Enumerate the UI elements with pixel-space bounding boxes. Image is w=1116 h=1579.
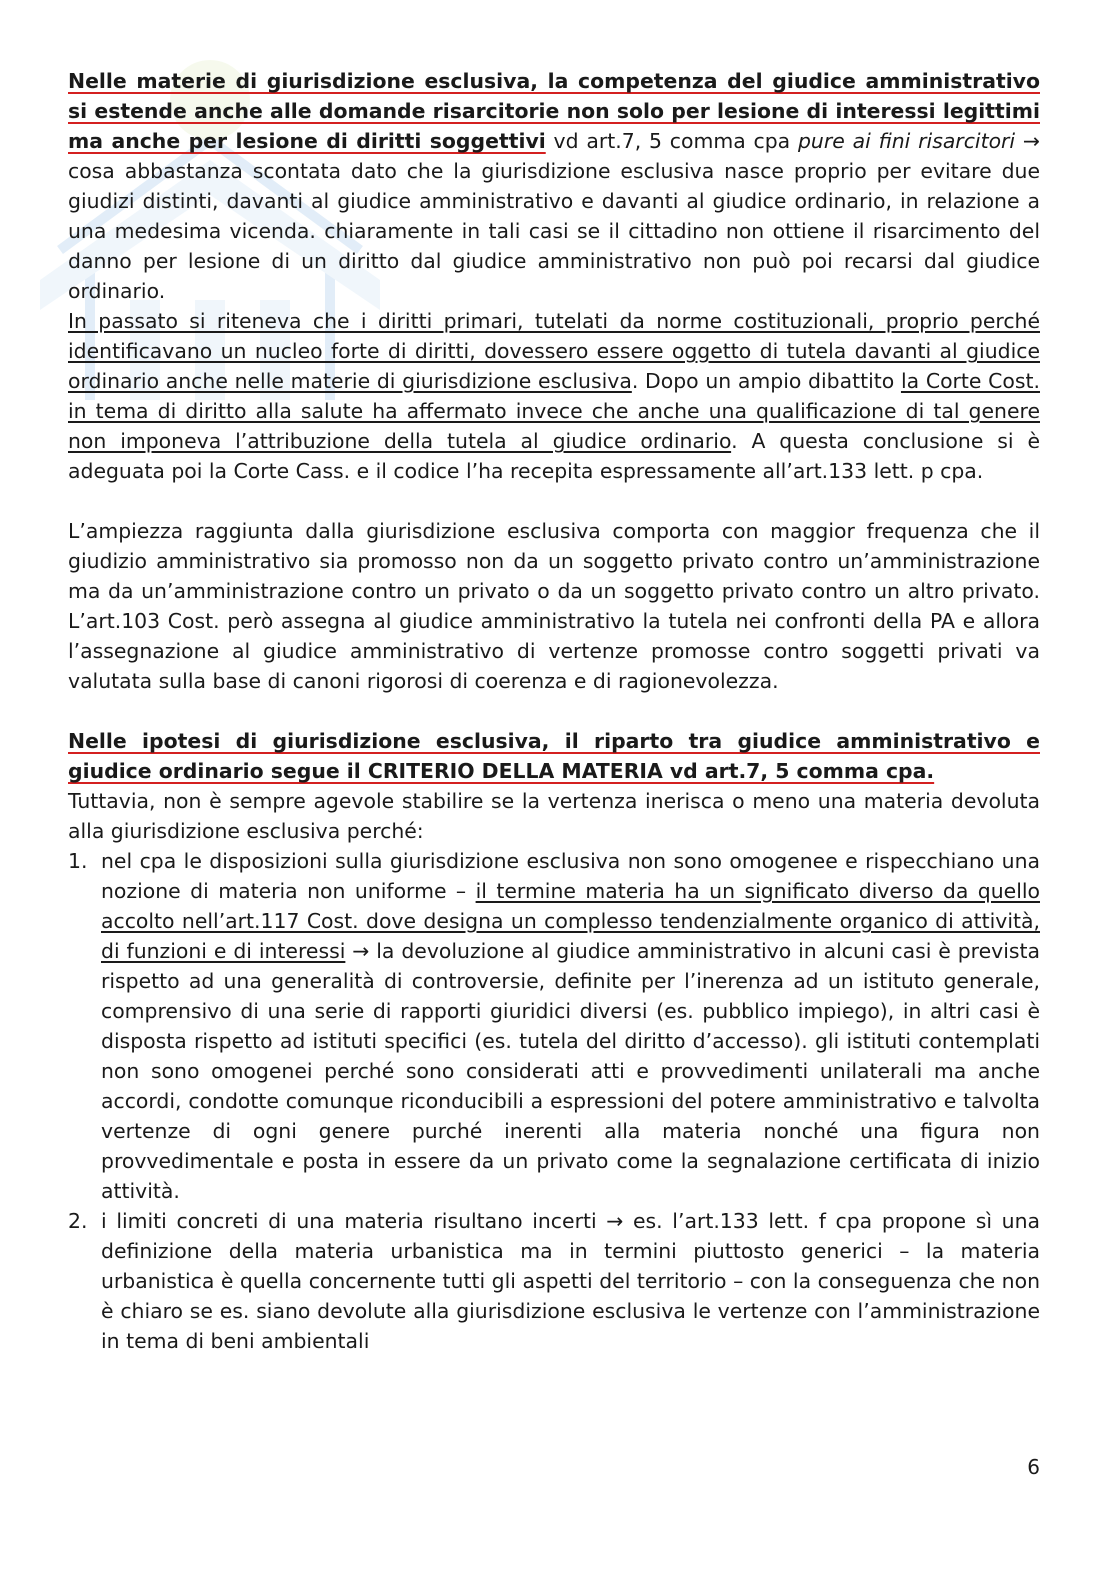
paragraph-2: In passato si riteneva che i diritti primari, tutelati da norme costituzionali, proprio perché identificavano un nucleo forte di diritti, dovessero essere oggetto di tutela davanti al giudice ordinario anche nelle materie di giurisdizione esclusiva. Dopo un ampio dibattito la Corte Cost. in tema di diritto alla salute ha affermato invece che anche una qualificazione di tal genere non imponeva l’attribuzione della tutela al giudice ordinario. A questa conclusione si è adeguata poi la Corte Cass. e il codice l’ha recepita espressamente all’art.133 lett. p cpa. [68, 309, 1040, 483]
italic-phrase: pure ai fini risarcitori [797, 129, 1016, 153]
paragraph-4-text: Tuttavia, non è sempre agevole stabilire se la vertenza inerisca o meno una materia devoluta alla giurisdizione esclusiva perché: [68, 789, 1040, 843]
underlined-materia: il termine materia ha un significato diverso da quello accolto nell’art.117 Cost. dove designa un complesso tendenzialmente organico di attività, di funzioni e di interessi [101, 879, 1040, 963]
spacer [68, 696, 1040, 726]
numbered-list [68, 846, 1040, 1356]
paragraph-3: L’ampiezza raggiunta dalla giurisdizione esclusiva comporta con maggior frequenza che il giudizio amministrativo sia promosso non da un soggetto privato contro un’amministrazione ma da un’amministrazione contro un privato o da un soggetto privato contro un altro privato. L’art.103 Cost. però assegna al giudice amministrativo la tutela nei confronti della PA e allora l’assegnazione al giudice amministrativo di vertenze promosse contro soggetti privati va valutata sulla base di canoni rigorosi di coerenza e di ragionevolezza. [68, 519, 1040, 693]
document-body [68, 66, 1040, 1356]
paragraph-1: Nelle materie di giurisdizione esclusiva, la competenza del giudice amministrativo si estende anche alle domande risarcitorie non solo per lesione di interessi legittimi ma anche per lesione di diritti soggettivi vd art.7, 5 comma cpa pure ai fini risarcitori → cosa abbastanza scontata dato che la giurisdizione esclusiva nasce proprio per evitare due giudizi distinti, davanti al giudice amministrativo e davanti al giudice ordinario, in relazione a una medesima vicenda. chiaramente in tali casi se il cittadino non ottiene il risarcimento del danno per lesione di un diritto dal giudice amministrativo non può poi recarsi dal giudice ordinario. [68, 69, 1040, 303]
spacer [68, 486, 1040, 516]
list-item: 2. i limiti concreti di una materia risultano incerti → es. l’art.133 lett. f cpa propone sì una definizione della materia urbanistica ma in termini piuttosto generici – la materia urbanistica è quella concernente tutti gli aspetti del territorio – con la conseguenza che non è chiaro se es. siano devolute alla giurisdizione esclusiva le vertenze con l’amministrazione in tema di beni ambientali [68, 1206, 1040, 1356]
arrow-icon: → [596, 1209, 633, 1233]
arrow-icon: → [1015, 129, 1040, 153]
arrow-icon: → [345, 939, 377, 963]
heading-risarcitorie: Nelle materie di giurisdizione esclusiva, la competenza del giudice amministrativo si estende anche alle domande risarcitorie non solo per lesione di interessi legittimi ma anche per lesione di diritti soggettivi [68, 69, 1040, 153]
list-number: 2. [68, 1209, 88, 1233]
list-item: 1. nel cpa le disposizioni sulla giurisdizione esclusiva non sono omogenee e rispecchiano una nozione di materia non uniforme – il termine materia ha un significato diverso da quello accolto nell’art.117 Cost. dove designa un complesso tendenzialmente organico di attività, di funzioni e di interessi → la devoluzione al giudice amministrativo in alcuni casi è prevista rispetto ad una generalità di controversie, definite per l’inerenza ad un istituto generale, comprensivo di una serie di rapporti giuridici diversi (es. pubblico impiego), in altri casi è disposta rispetto ad istituti specifici (es. tutela del diritto d’accesso). gli istituti contemplati non sono omogenei perché sono considerati atti e provvedimenti unilaterali ma anche accordi, condotte comunque riconducibili a espressioni del potere amministrativo e talvolta vertenze di ogni genere purché inerenti alla materia nonché una figura non provvedimentale e posta in essere da un privato come la segnalazione certificata di inizio attività. [68, 846, 1040, 1206]
list-number: 1. [68, 849, 88, 873]
paragraph-4 [68, 726, 1040, 786]
underlined-diritti-primari: In passato si riteneva che i diritti primari, tutelati da norme costituzionali, proprio perché identificavano un nucleo forte di diritti, dovessero essere oggetto di tutela davanti al giudice ordinario anche nelle materie di giurisdizione esclusiva [68, 309, 1040, 393]
page-number: 6 [1027, 1455, 1040, 1479]
heading-criterio-materia: Nelle ipotesi di giurisdizione esclusiva, il riparto tra giudice amministrativo e giudice ordinario segue il CRITERIO DELLA MATERIA vd art.7, 5 comma cpa. [68, 729, 1040, 783]
underlined-corte-cost: la Corte Cost. in tema di diritto alla salute ha affermato invece che anche una qualificazione di tal genere non imponeva l’attribuzione della tutela al giudice ordinario [68, 369, 1040, 453]
